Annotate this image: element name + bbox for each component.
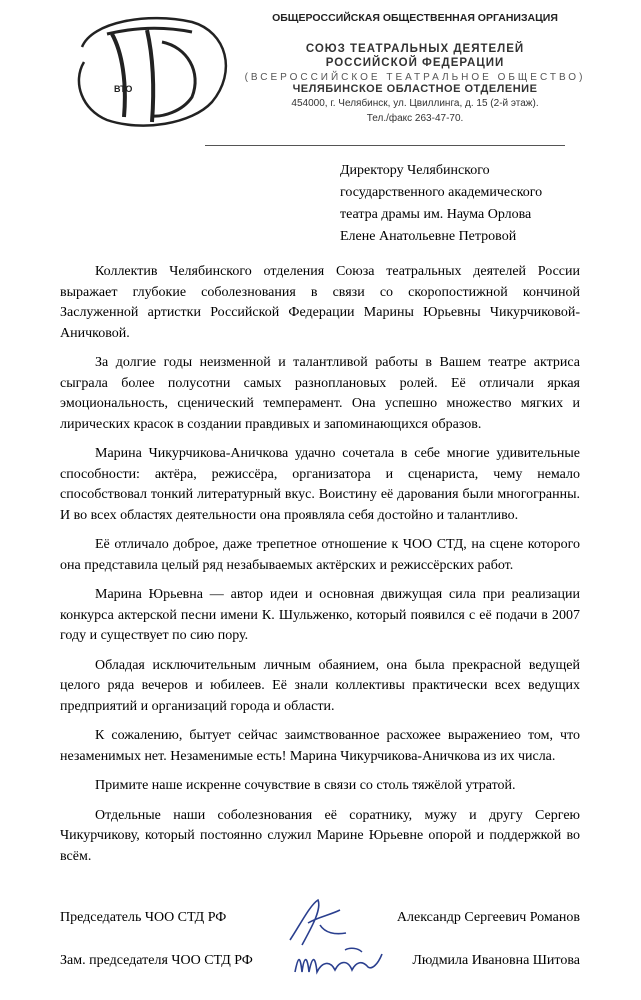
handwritten-signature [290, 942, 385, 982]
signatory-role: Председатель ЧОО СТД РФ [60, 910, 227, 925]
paragraph: Марина Чикурчикова-Аничкова удачно сочетала в себе многие удивительные способности: актёра, режиссёра, организатора и сценариста, чему немало способствовал тонкий литературный вкус. Воистину её дарования были многогранны. И во всех областях деятельности она проявляла себя достойно и талантливо. [60, 446, 580, 523]
paragraph: Коллектив Челябинского отделения Союза театральных деятелей России выражает глубокие соболезнования в связи со скоропостижной кончиной Заслуженной артистки Российской Федерации Марины Юрьевны Чикурчиковой-Аничковой. [60, 264, 580, 341]
addressee-line: государственного академического [340, 185, 543, 200]
paragraph: К сожалению, бытует сейчас заимствованное расхожее выражениео том, что незаменимых нет. Незаменимые есть! Марина Чикурчикова-Аничкова из их числа. [60, 728, 580, 764]
phone: Тел./факс 263-47-70. [366, 113, 464, 124]
addressee-line: Директору Челябинского [340, 163, 490, 178]
addressee-line: Елене Анатольевне Петровой [340, 229, 517, 244]
addressee-block [340, 160, 600, 248]
signatory-role: Зам. председателя ЧОО СТД РФ [60, 953, 253, 968]
paragraph: За долгие годы неизменной и талантливой работы в Вашем театре актриса сыграла более полусотни самых разноплановых ролей. Её отличали яркая эмоциональность, сценический темперамент. Она успешно множество мягких и лирических красок в создании правдивых и запоминающихся образов. [60, 355, 580, 432]
address: 454000, г. Челябинск, ул. Цвиллинга, д. 15 (2-й этаж). [291, 98, 539, 109]
union-name-line2: РОССИЙСКОЙ ФЕДЕРАЦИИ [325, 57, 505, 69]
paragraph: Примите наше искренне сочувствие в связи со столь тяжёлой утратой. [95, 778, 516, 793]
paragraph: Её отличало доброе, даже трепетное отношение к ЧОО СТД, на сцене которого она представила целый ряд незабываемых актёрских и режиссёрских работ. [60, 537, 580, 573]
branch-name: ЧЕЛЯБИНСКОЕ ОБЛАСТНОЕ ОТДЕЛЕНИЕ [292, 83, 538, 95]
header-divider [205, 145, 565, 146]
former-name: (ВСЕРОССИЙСКОЕ ТЕАТРАЛЬНОЕ ОБЩЕСТВО) [244, 72, 586, 83]
union-name-line1: СОЮЗ ТЕАТРАЛЬНЫХ ДЕЯТЕЛЕЙ [305, 43, 525, 55]
paragraph: Отдельные наши соболезнования её соратнику, мужу и другу Сергею Чикурчикову, который постоянно служил Марине Юрьевне опорой и поддержкой во всём. [60, 807, 580, 864]
paragraph: Марина Юрьевна — автор идеи и основная движущая сила при реализации конкурса актерской песни имени К. Шульженко, который появился с её подачи в 2007 году и существует по сию пору. [60, 587, 580, 643]
signatory-name: Людмила Ивановна Шитова [412, 953, 580, 968]
paragraph: Обладая исключительным личным обаянием, она была прекрасной ведущей целого ряда вечеров и юбилеев. Её знали коллективы практически всех ведущих предприятий и организаций города и области. [60, 657, 580, 714]
letterhead [230, 10, 600, 124]
addressee-line: театра драмы им. Наума Орлова [340, 207, 532, 222]
organization-type: ОБЩЕРОССИЙСКАЯ ОБЩЕСТВЕННАЯ ОРГАНИЗАЦИЯ [272, 12, 558, 24]
letter-body [60, 262, 580, 876]
logo-text: ВТО [114, 84, 133, 94]
signatory-name: Александр Сергеевич Романов [396, 910, 580, 925]
